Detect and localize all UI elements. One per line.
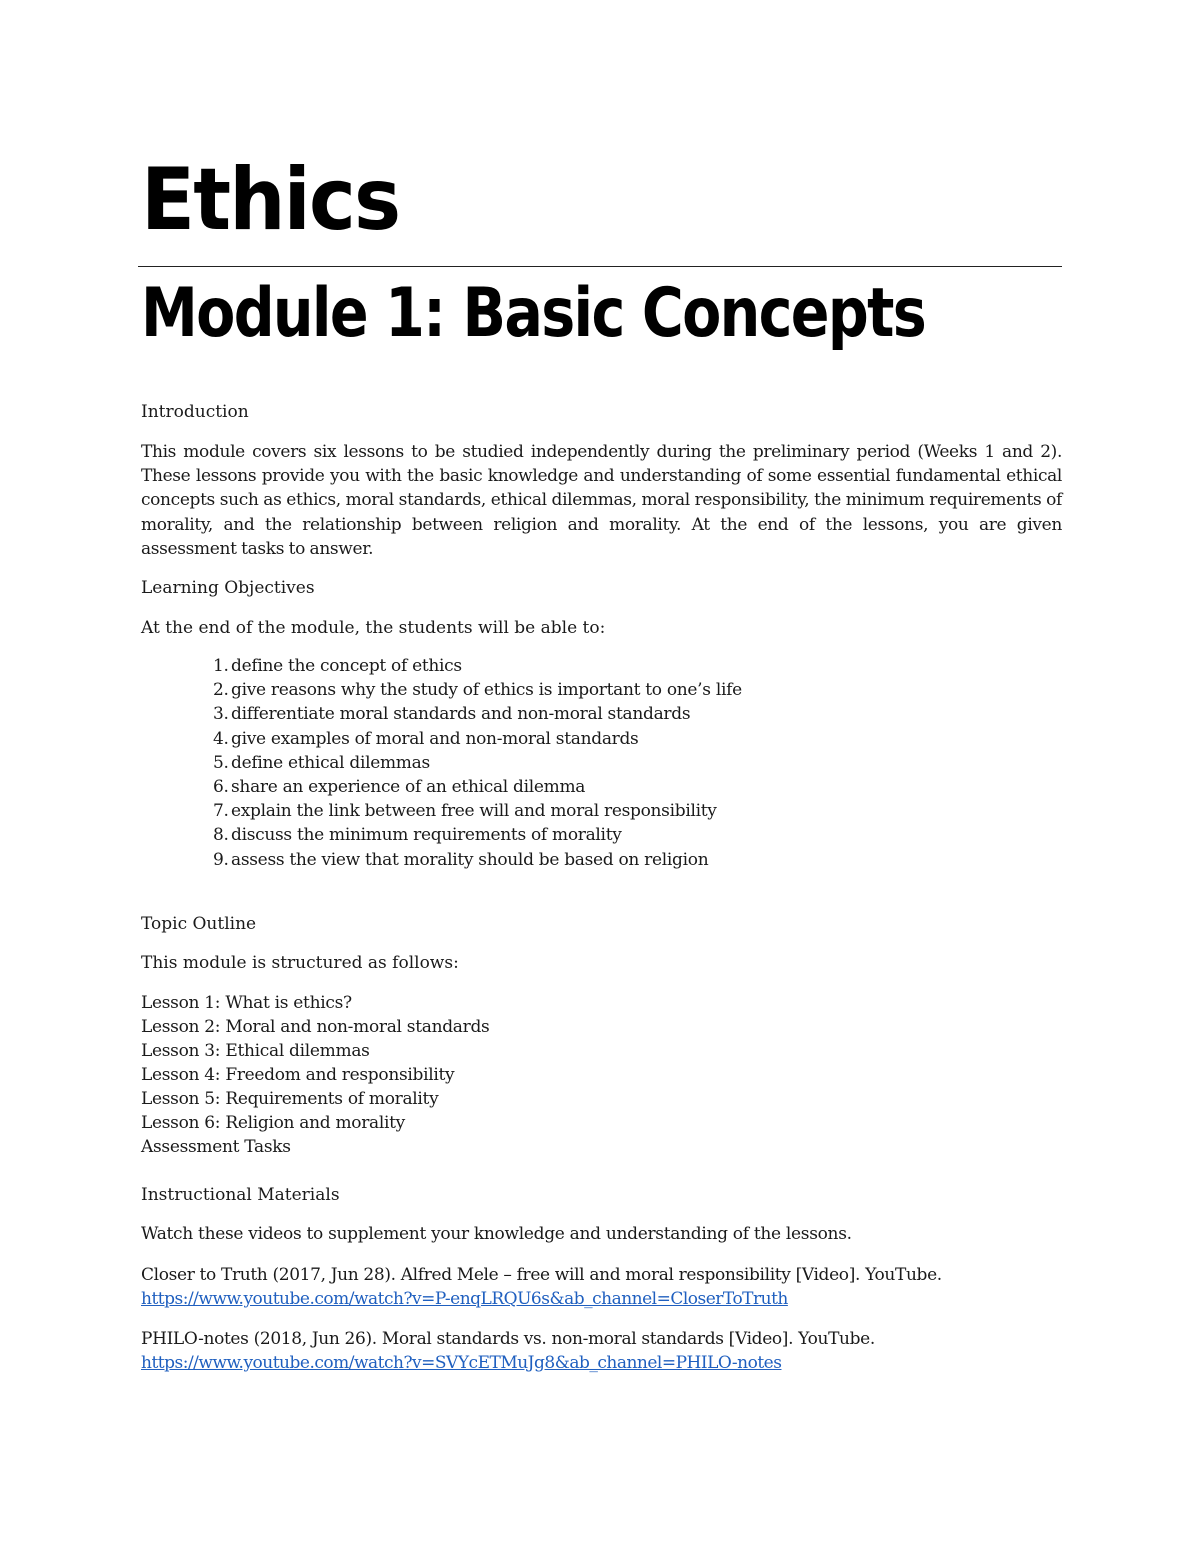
- objective-text: share an experience of an ethical dilemma: [231, 777, 586, 798]
- introduction-paragraph: This module covers six lessons to be studied independently during the preliminary period (Weeks 1 and 2). These lessons provide you with the basic knowledge and understanding of some essential fundamental ethical concepts such as ethics, moral standards, ethical dilemmas, moral responsibility, the minimum requirements of morality, and the relationship between religion and morality. At the end of the lessons, you are given assessment tasks to answer.: [141, 442, 1062, 559]
- objective-number: 6.: [213, 777, 229, 798]
- objective-number: 3.: [213, 704, 229, 725]
- lesson-item: Assessment Tasks: [141, 1137, 291, 1157]
- objective-number: 2.: [213, 680, 229, 701]
- objective-number: 1.: [213, 656, 229, 676]
- lesson-item: Lesson 2: Moral and non-moral standards: [141, 1017, 490, 1037]
- objective-text: give examples of moral and non-moral standards: [231, 728, 639, 749]
- objective-item: [213, 799, 742, 823]
- reference-link[interactable]: https://www.youtube.com/watch?v=P-enqLRQU6s&ab_channel=CloserToTruth: [141, 1289, 788, 1309]
- lesson-item: Lesson 3: Ethical dilemmas: [141, 1041, 370, 1061]
- reference-entry: [141, 1327, 875, 1375]
- document-title: Ethics: [141, 150, 400, 250]
- objectives-list: [213, 654, 742, 872]
- lesson-item: Lesson 5: Requirements of morality: [141, 1089, 439, 1109]
- objective-number: 9.: [213, 849, 229, 870]
- lesson-item: Lesson 1: What is ethics?: [141, 993, 352, 1013]
- lesson-item: Lesson 4: Freedom and responsibility: [141, 1065, 455, 1085]
- objective-text: give reasons why the study of ethics is important to one’s life: [231, 680, 742, 701]
- objective-number: 7.: [213, 801, 229, 822]
- objective-number: 8.: [213, 825, 229, 846]
- objective-item: [213, 702, 742, 726]
- objective-item: [213, 823, 742, 847]
- lesson-item: Lesson 6: Religion and morality: [141, 1113, 405, 1133]
- objective-text: define the concept of ethics: [231, 656, 462, 676]
- objective-item: [213, 654, 742, 678]
- objective-number: 5.: [213, 752, 229, 773]
- objective-item: [213, 751, 742, 775]
- objective-text: explain the link between free will and moral responsibility: [231, 801, 717, 822]
- objective-text: differentiate moral standards and non-moral standards: [231, 704, 691, 725]
- outline-heading: Topic Outline: [141, 914, 257, 934]
- objective-number: 4.: [213, 728, 229, 749]
- module-title: Module 1: Basic Concepts: [141, 274, 926, 353]
- materials-heading: Instructional Materials: [141, 1185, 340, 1205]
- objectives-lead: At the end of the module, the students will be able to:: [141, 618, 606, 638]
- objective-item: [213, 775, 742, 799]
- reference-entry: [141, 1263, 942, 1311]
- title-divider: [138, 266, 1062, 267]
- introduction-heading: Introduction: [141, 402, 249, 422]
- objective-text: discuss the minimum requirements of morality: [231, 825, 622, 846]
- reference-citation: Closer to Truth (2017, Jun 28). Alfred Mele – free will and moral responsibility [Video]. YouTube.: [141, 1265, 942, 1285]
- objective-item: [213, 678, 742, 702]
- materials-lead: Watch these videos to supplement your knowledge and understanding of the lessons.: [141, 1224, 852, 1244]
- objective-text: assess the view that morality should be based on religion: [231, 849, 709, 870]
- objective-item: [213, 727, 742, 751]
- reference-link[interactable]: https://www.youtube.com/watch?v=SVYcETMuJg8&ab_channel=PHILO-notes: [141, 1353, 782, 1373]
- reference-citation: PHILO-notes (2018, Jun 26). Moral standards vs. non-moral standards [Video]. YouTube.: [141, 1329, 875, 1349]
- document-page: [141, 0, 1062, 1553]
- objectives-heading: Learning Objectives: [141, 578, 315, 598]
- objective-text: define ethical dilemmas: [231, 752, 430, 773]
- outline-lead: This module is structured as follows:: [141, 953, 459, 973]
- lesson-list: [141, 991, 489, 1159]
- objective-item: [213, 848, 742, 872]
